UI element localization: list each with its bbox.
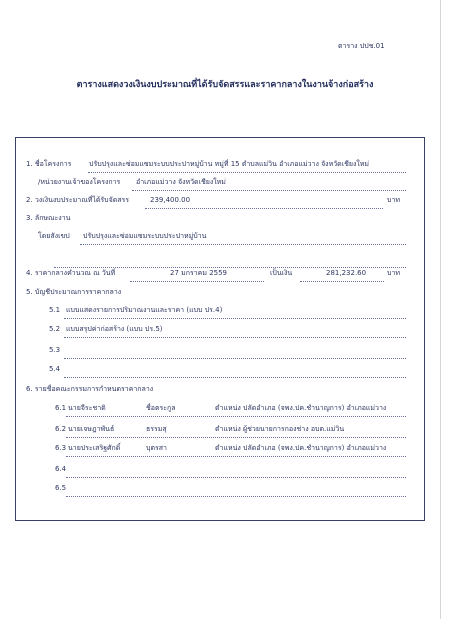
estimate-item-text: แบบสรุปค่าก่อสร้าง (แบบ ปร.5) <box>66 325 163 333</box>
project-owner-line <box>132 190 406 191</box>
committee-member-num: 6.4 <box>55 465 67 473</box>
project-name-line <box>88 172 406 173</box>
reference-price-amount-label: เป็นเงิน <box>270 269 293 277</box>
committee-member-last: ชื่อตระกูล <box>146 404 176 412</box>
work-nature-label: 3. ลักษณะงาน <box>26 214 71 222</box>
budget-line <box>145 208 383 209</box>
committee-member-first: นายเจษฎาพันธ์ <box>68 425 115 433</box>
committee-member-first: นายประเสริฐศักดิ์ <box>68 444 121 452</box>
reference-price-date-line <box>130 281 264 282</box>
reference-price-label: 4. ราคากลางคำนวณ ณ วันที่ <box>26 269 116 277</box>
committee-member-first: นายจีระชาติ <box>68 404 106 412</box>
committee-member-position: ตำแหน่ง ผู้ช่วยนายการกองช่าง อบต.แม่วิน <box>215 425 345 433</box>
reference-price-date: 27 มกราคม 2559 <box>170 269 228 277</box>
project-name-value: ปรับปรุงและซ่อมแซมระบบประปาหมู่บ้าน หมู่ที่ 15 ตำบลแม่วิน อำเภอแม่วาง จังหวัดเชียงใหม่ <box>89 160 370 168</box>
committee-member-line <box>66 456 406 457</box>
committee-member-num: 6.2 <box>55 425 67 433</box>
work-nature-sublabel: โดยสังเขป <box>38 232 70 240</box>
budget-unit: บาท <box>387 196 400 204</box>
project-owner-value: อำเภอแม่วาง จังหวัดเชียงใหม่ <box>136 178 226 186</box>
committee-member-line <box>66 496 406 497</box>
work-nature-value: ปรับปรุงและซ่อมแซมระบบประปาหมู่บ้าน <box>83 232 207 240</box>
committee-member-position: ตำแหน่ง ปลัดอำเภอ (จพง.ปค.ชำนาญการ) อำเภอแม่วาง <box>215 444 387 452</box>
form-code: ตาราง ปปช.01 <box>338 42 385 50</box>
reference-price-amount-line <box>300 281 384 282</box>
project-owner-label: /หน่วยงานเจ้าของโครงการ <box>38 178 121 186</box>
committee-member-last: ธรรมสุ <box>146 425 167 433</box>
estimate-item-line <box>64 377 406 378</box>
estimate-list-label: 5. บัญชีประมาณการราคากลาง <box>26 288 122 296</box>
page-title: ตารางแสดงวงเงินงบประมาณที่ได้รับจัดสรรและราคากลางในงานจ้างก่อสร้าง <box>76 80 374 90</box>
budget-value: 239,400.00 <box>150 196 191 204</box>
estimate-item-num: 5.4 <box>49 365 61 373</box>
estimate-item-line <box>64 337 406 338</box>
estimate-item-line <box>64 358 406 359</box>
committee-member-last: บุตรสา <box>146 444 167 452</box>
estimate-item-line <box>64 318 406 319</box>
committee-member-num: 6.5 <box>55 484 67 492</box>
committee-member-line <box>66 477 406 478</box>
project-name-label: 1. ชื่อโครงการ <box>26 160 72 168</box>
work-nature-line-1 <box>80 244 406 245</box>
committee-member-num: 6.1 <box>55 404 67 412</box>
estimate-item-num: 5.1 <box>49 306 61 314</box>
estimate-item-num: 5.3 <box>49 346 61 354</box>
committee-member-line <box>66 416 406 417</box>
committee-member-line <box>66 437 406 438</box>
budget-label: 2. วงเงินงบประมาณที่ได้รับจัดสรร <box>26 196 130 204</box>
scan-edge <box>440 0 441 619</box>
reference-price-amount: 281,232.60 <box>326 269 367 277</box>
work-nature-line-2 <box>54 267 406 268</box>
estimate-item-num: 5.2 <box>49 325 61 333</box>
committee-member-num: 6.3 <box>55 444 67 452</box>
estimate-item-text: แบบแสดงรายการปริมาณงานและราคา (แบบ ปร.4) <box>66 306 223 314</box>
reference-price-unit: บาท <box>387 269 400 277</box>
committee-member-position: ตำแหน่ง ปลัดอำเภอ (จพง.ปค.ชำนาญการ) อำเภอแม่วาง <box>215 404 387 412</box>
committee-label: 6. รายชื่อคณะกรรมการกำหนดราคากลาง <box>26 385 154 393</box>
